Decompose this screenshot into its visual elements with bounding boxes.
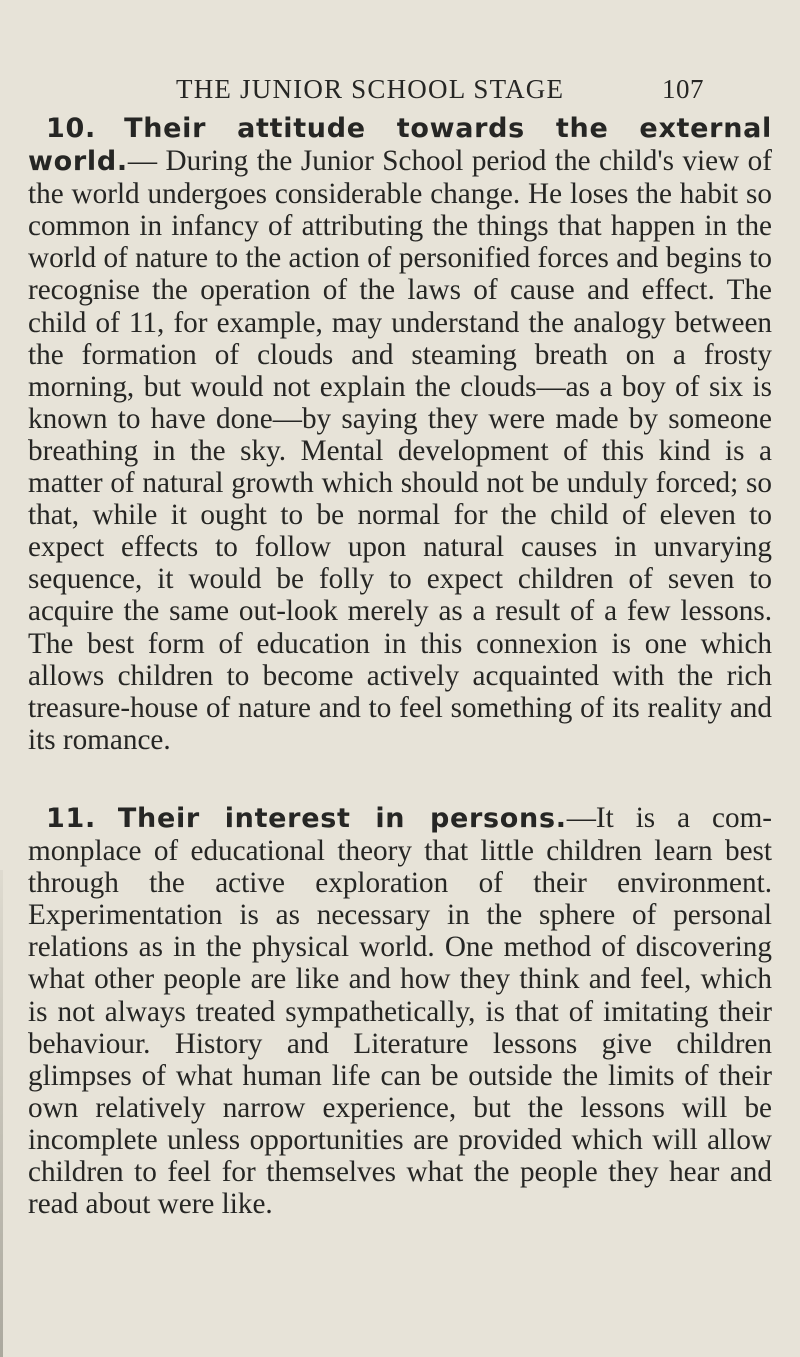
page-edge-shadow <box>0 870 3 1357</box>
section-11-heading: Their interest in persons. <box>117 803 567 834</box>
section-11-paragraph <box>28 802 772 1220</box>
section-10-dash: — <box>127 145 158 178</box>
running-head <box>176 74 704 102</box>
section-11 <box>28 802 772 1220</box>
section-11-dash: — <box>566 802 596 834</box>
section-10-heading: Their attitude towards the external world. <box>28 113 772 178</box>
section-11-text: It is a com-monplace of educational theory that little children learn best through the active exploration of their environment. Experimentation is as necessary in the sphere of personal relations as in the physical world. One method of discovering what other people are like and how they think and feel, which is not always treated sympathetically, is that of imitating their behaviour. History and Literature lessons give children glimpses of what human life can be outside the limits of their own relatively narrow experience, but the lessons will be incomplete unless opportunities are provided which will allow children to feel for themselves what the people they hear and read about were like. <box>28 802 773 1221</box>
section-10 <box>28 112 772 756</box>
running-head-title: THE JUNIOR SCHOOL STAGE <box>176 74 565 104</box>
section-11-number: 11. <box>46 803 96 834</box>
section-10-paragraph <box>28 112 772 756</box>
page-number: 107 <box>662 74 704 104</box>
section-10-text: During the Junior School period the child's view of the world undergoes considerable change. He loses the habit so common in infancy of attributing the things that happen in the world of nature to the action of personified forces and begins to recognise the operation of the laws of cause and effect. The child of 11, for example, may understand the analogy between the formation of clouds and steaming breath on a frosty morning, but would not explain the clouds—as a boy of six is known to have done—by saying they were made by someone breathing in the sky. Mental development of this kind is a matter of natural growth which should not be unduly forced; so that, while it ought to be normal for the child of eleven to expect effects to follow upon natural causes in unvarying sequence, it would be folly to expect children of seven to acquire the same out-look merely as a result of a few lessons. The best form of education in this connexion is one which allows children to become actively acquainted with the rich treasure-house of nature and to feel something of its reality and its romance. <box>28 145 772 756</box>
section-10-number: 10. <box>46 113 96 144</box>
